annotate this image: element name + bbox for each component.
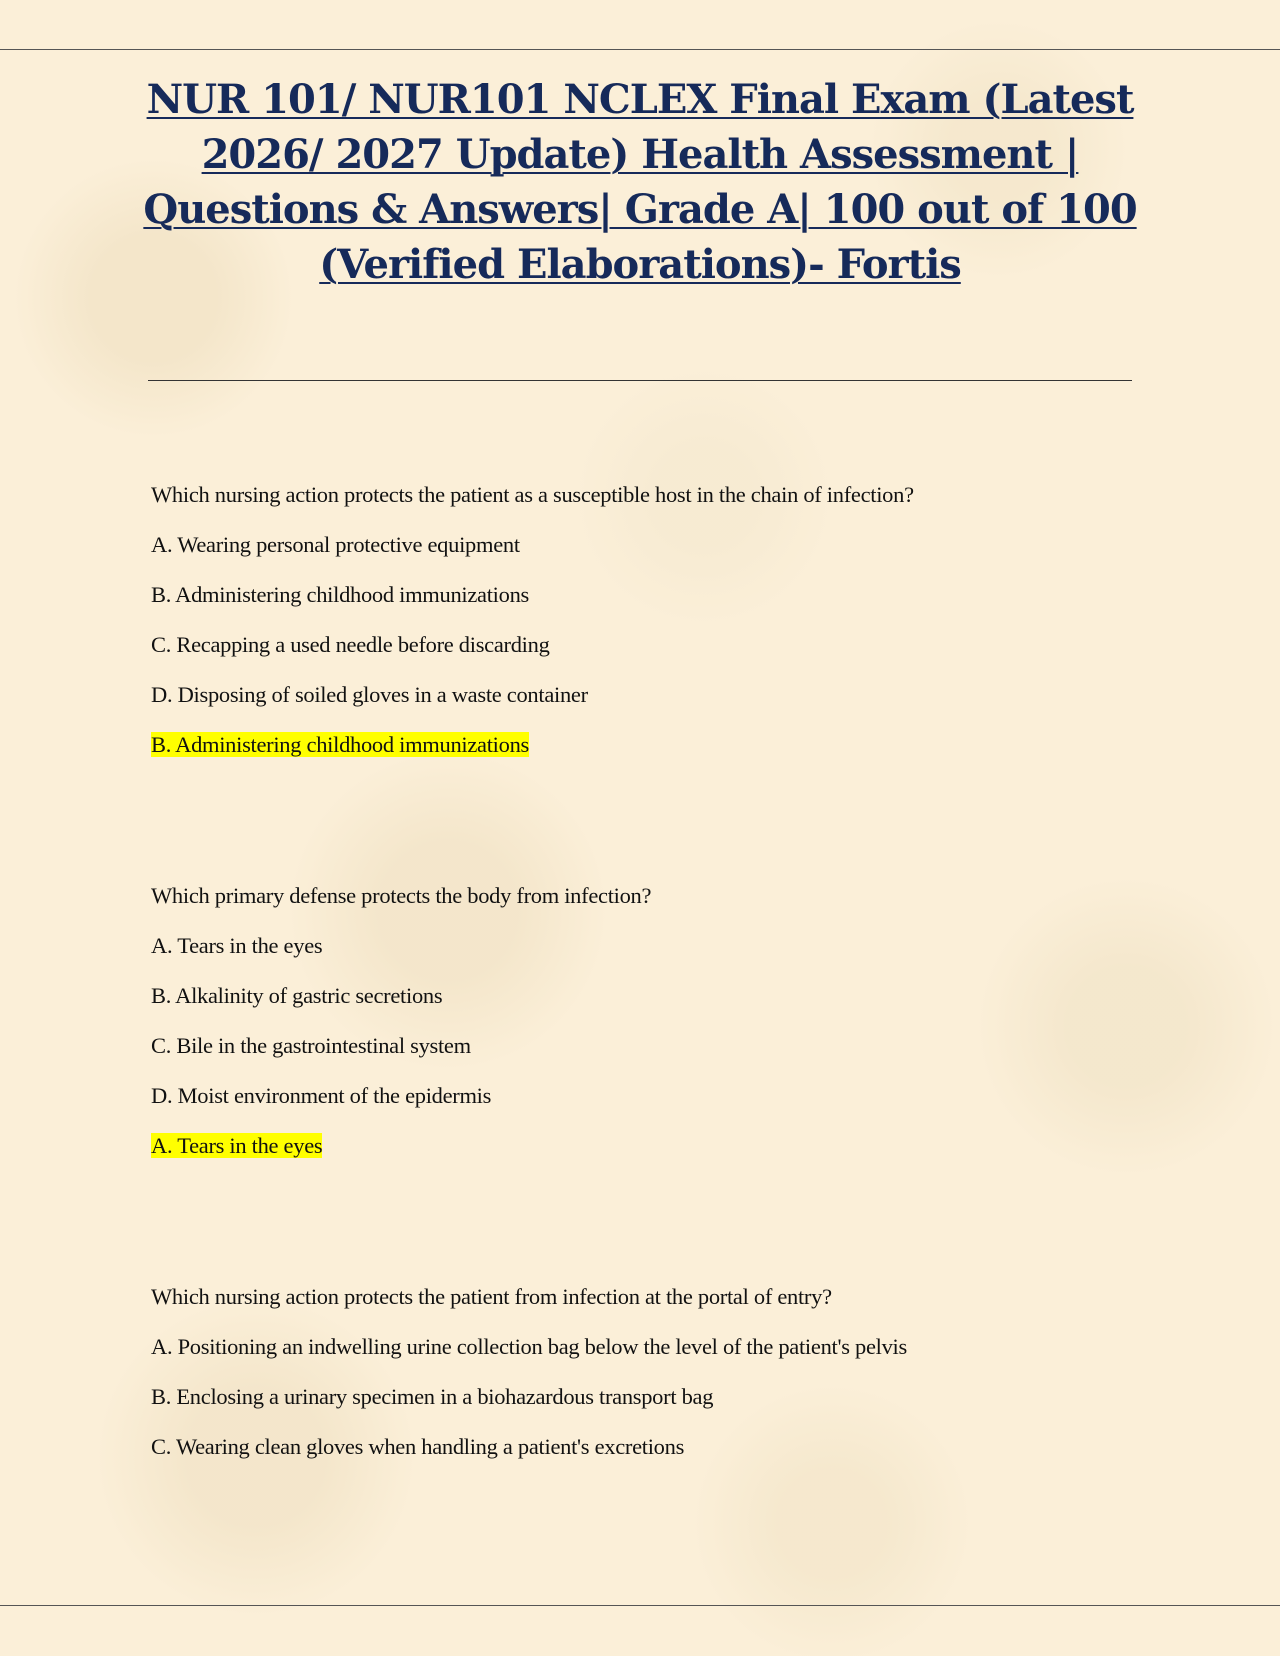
question-block-2 <box>151 881 1151 1181</box>
question-block-3 <box>151 1282 1151 1482</box>
answer-option-c: C. Wearing clean gloves when handling a patient's excretions <box>151 1434 685 1459</box>
answer-option-b: B. Administering childhood immunizations <box>151 582 529 607</box>
title-divider <box>148 380 1132 381</box>
answer-option-a: A. Positioning an indwelling urine collection bag below the level of the patient's pelvis <box>151 1334 907 1359</box>
correct-answer <box>151 730 1151 760</box>
answer-option-d: D. Moist environment of the epidermis <box>151 1083 492 1108</box>
answer-option-b: B. Enclosing a urinary specimen in a biohazardous transport bag <box>151 1384 714 1409</box>
correct-answer-highlight: A. Tears in the eyes <box>151 1133 323 1158</box>
answer-option-c: C. Bile in the gastrointestinal system <box>151 1033 471 1058</box>
answer-option-d: D. Disposing of soiled gloves in a waste container <box>151 682 588 707</box>
page-bottom-rule <box>0 1605 1280 1606</box>
question-text: Which nursing action protects the patient from infection at the portal of entry? <box>151 1284 832 1309</box>
correct-answer-highlight: B. Administering childhood immunizations <box>151 732 529 757</box>
answer-option-c: C. Recapping a used needle before discarding <box>151 632 550 657</box>
question-text: Which primary defense protects the body from infection? <box>151 883 652 908</box>
answer-option-a: A. Tears in the eyes <box>151 933 323 958</box>
question-block-1 <box>151 480 1151 780</box>
page-top-rule <box>0 49 1280 50</box>
answer-option-a: A. Wearing personal protective equipment <box>151 532 520 557</box>
question-text: Which nursing action protects the patient as a susceptible host in the chain of infection? <box>151 482 914 507</box>
document-title: NUR 101/ NUR101 NCLEX Final Exam (Latest 2026/ 2027 Update) Health Assessment | Questions & Answers| Grade A| 100 out of 100 (Verified Elaborations)- Fortis <box>143 76 1137 288</box>
answer-option-b: B. Alkalinity of gastric secretions <box>151 983 443 1008</box>
correct-answer <box>151 1131 1151 1161</box>
